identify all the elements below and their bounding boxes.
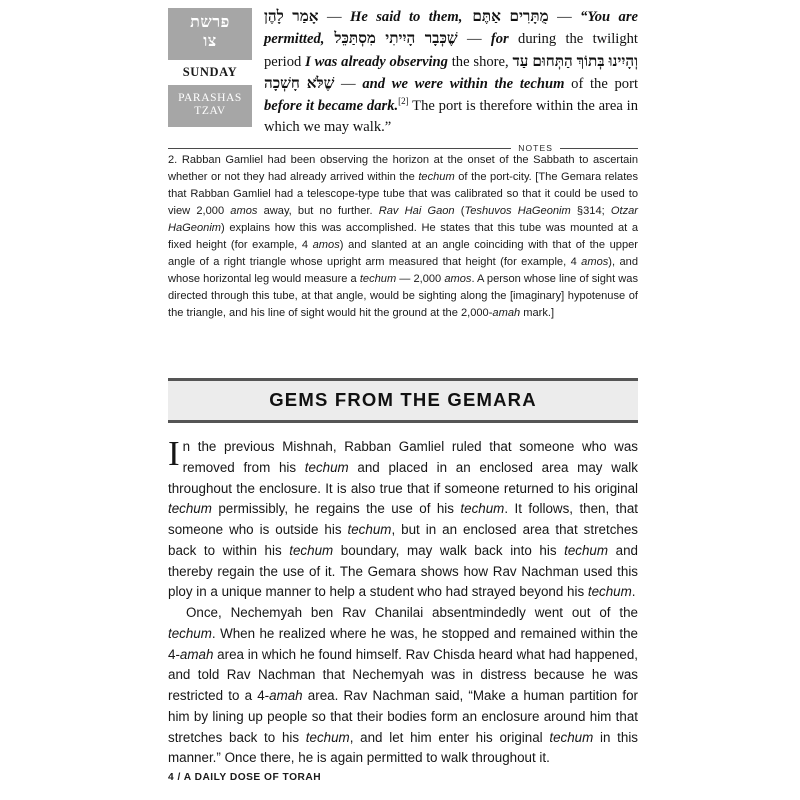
notes-label: NOTES <box>518 143 553 153</box>
page-footer: 4 / A DAILY DOSE OF TORAH <box>168 772 322 783</box>
gemara-translation-3: I was already observing <box>305 53 448 70</box>
footnote-marker-number: 2 <box>401 95 406 106</box>
notes-rule-left <box>168 148 511 149</box>
gemara-translation-1: “You are permitted, <box>264 9 639 48</box>
gems-banner <box>168 378 638 423</box>
gemara-closing-line: The port is therefore within the area in which we may walk.” <box>264 97 638 136</box>
gems-paragraph-2: Once, Nechemyah ben Rav Chanilai absentmindedly went out of the techum. When he realized where he was, he stopped and remained within the 4-amah area in which he found himself. Rav Chisda heard what had happened, and told Rav Nachman that Nechemyah was in distress because he was restricted to a 4-amah area. Rav Nachman said, “Make a human partition for him by lining up people so that their bodies form an enclosure around him that stretches back to his techum, and let him enter his original techum in this manner.” Once there, he is again permitted to walk throughout it. <box>168 605 639 766</box>
gemara-hebrew-0: אָמַר לָהֶן <box>264 8 319 25</box>
parashah-hebrew-line1: פרשת <box>190 14 230 31</box>
gemara-rest-3: the shore, <box>447 53 509 70</box>
notes-body <box>168 152 638 322</box>
gemara-translation-2: for <box>490 31 509 48</box>
gems-paragraph-1 <box>168 434 639 603</box>
gemara-section <box>168 6 638 139</box>
parashas-line1: PARASHAS <box>178 91 242 104</box>
parashas-english-box <box>168 85 252 127</box>
footnote-marker: [2] <box>398 95 409 106</box>
drop-cap: I <box>168 434 180 473</box>
gemara-rest-4: of the port <box>564 76 639 93</box>
gemara-hebrew-4: וְהָיִינוּ בְּתוֹךְ הַתְּחוּם עַד שֶׁלֹּא חָשְׁכָה <box>264 52 638 93</box>
gemara-translation-0: He said to them, <box>349 9 463 25</box>
gemara-translation-4: and we were within the techum <box>362 76 565 93</box>
gemara-translation-text: אָמַר לָהֶן — He said to them, מֻתָּרִים אַתֶּם — “You are permitted, שֶׁכְּבָר הָיִיתִי מִסְתַּכֵּל — for during the twilight period I was already observing the shore, וְהָיִינוּ בְּתוֹךְ הַתְּחוּם עַד שֶׁלֹּא חָשְׁכָה — and we were within the techum of the port before it became dark.[2] The port is therefore within the area in which we may walk.” <box>264 8 639 136</box>
parashas-line2: TZAV <box>194 105 226 118</box>
gemara-hebrew-1: מֻתָּרִים אַתֶּם <box>472 8 549 25</box>
notes-rule-right <box>560 148 638 149</box>
gemara-rest-2: during the twilight period <box>264 31 638 70</box>
gems-body <box>168 434 639 769</box>
gemara-translation-5: before it became dark. <box>264 97 399 114</box>
parashah-hebrew-box <box>168 8 252 60</box>
gems-paragraph-1-text: n the previous Mishnah, Rabban Gamliel ruled that someone who was removed from his techum and placed in an enclosed area may walk throughout the enclosure. It is also true that if someone returned to his original techum permissibly, he regains the use of his techum. It follows, then, that someone who is outside his techum, but in an enclosed area that stretches back to within his techum boundary, may walk back into his techum and thereby regain the use of it. The Gemara shows how Rav Nachman used this ploy in a unique manner to help a student who had strayed beyond his techum. <box>168 439 639 600</box>
parashah-hebrew-line2: צו <box>203 32 217 50</box>
note-text: Rabban Gamliel had been observing the horizon at the onset of the Sabbath to ascertain whether or not they had already arrived within the techum of the port-city. [The Gemara relates that Rabban Gamliel had a telescope-type tube that was calibrated so that it could be used to view 2,000 amos away, but no further. Rav Hai Gaon (Teshuvos HaGeonim §314; Otzar HaGeonim) explains how this was accomplished. He states that this tube was mounted at a fixed height (for example, 4 amos) and slanted at an angle coinciding with that of the upper angle of a right triangle whose upright arm measured that height (for example, 4 amos), and whose horizontal leg would measure a techum — 2,000 amos. A person whose line of sight was directed through this tube, at that angle, would be sighting along the [imaginary] hypotenuse of the triangle, and his line of sight would hit the ground at the 2,000-amah mark.] <box>168 154 638 319</box>
gemara-hebrew-2: שֶׁכְּבָר הָיִיתִי מִסְתַּכֵּל <box>334 30 458 48</box>
note-number: 2. <box>168 154 178 166</box>
day-label: SUNDAY <box>168 60 252 85</box>
gems-banner-title: GEMS FROM THE GEMARA <box>269 389 537 410</box>
parashah-sidebar <box>168 6 252 127</box>
